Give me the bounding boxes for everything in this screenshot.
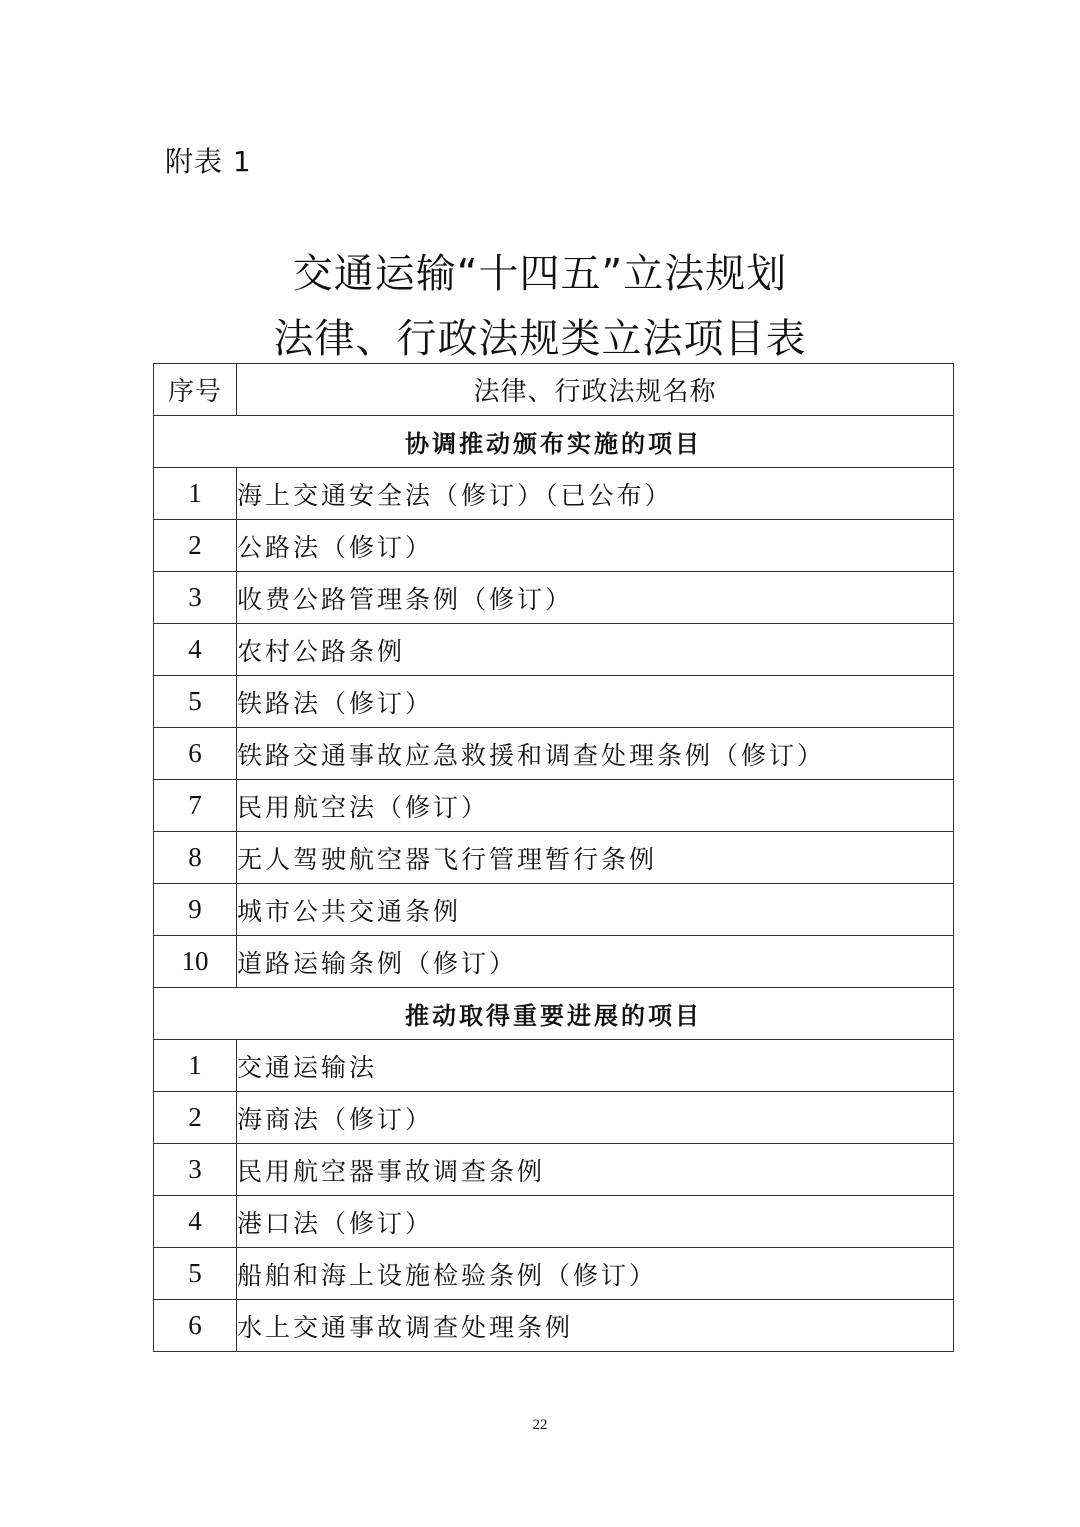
row-index: 7 <box>154 780 237 832</box>
row-name: 交通运输法 <box>237 1040 954 1092</box>
row-index: 1 <box>154 468 237 520</box>
row-name: 城市公共交通条例 <box>237 884 954 936</box>
table-row <box>154 1196 954 1248</box>
row-name: 海上交通安全法（修订）（已公布） <box>237 468 954 520</box>
table-row <box>154 624 954 676</box>
header-index: 序号 <box>154 364 237 416</box>
section-row <box>154 416 954 468</box>
table-row <box>154 832 954 884</box>
table-header-row <box>154 364 954 416</box>
header-name: 法律、行政法规名称 <box>237 364 954 416</box>
table-row <box>154 1040 954 1092</box>
row-index: 8 <box>154 832 237 884</box>
row-name: 收费公路管理条例（修订） <box>237 572 954 624</box>
row-name: 无人驾驶航空器飞行管理暂行条例 <box>237 832 954 884</box>
section-title: 协调推动颁布实施的项目 <box>154 416 954 468</box>
row-index: 3 <box>154 572 237 624</box>
row-index: 5 <box>154 1248 237 1300</box>
row-index: 1 <box>154 1040 237 1092</box>
row-index: 2 <box>154 1092 237 1144</box>
table-row <box>154 520 954 572</box>
row-name: 铁路交通事故应急救援和调查处理条例（修订） <box>237 728 954 780</box>
row-name: 民用航空法（修订） <box>237 780 954 832</box>
law-project-table <box>153 363 954 1352</box>
row-name: 水上交通事故调查处理条例 <box>237 1300 954 1352</box>
appendix-label: 附表 1 <box>165 145 252 178</box>
table-row <box>154 1248 954 1300</box>
row-name: 海商法（修订） <box>237 1092 954 1144</box>
table-row <box>154 884 954 936</box>
page-title-line-1: 交通运输“十四五”立法规划 <box>292 251 788 297</box>
table-row <box>154 728 954 780</box>
table-row <box>154 676 954 728</box>
row-index: 5 <box>154 676 237 728</box>
row-index: 3 <box>154 1144 237 1196</box>
row-name: 道路运输条例（修订） <box>237 936 954 988</box>
row-name: 农村公路条例 <box>237 624 954 676</box>
table-row <box>154 780 954 832</box>
row-index: 10 <box>154 936 237 988</box>
table-row <box>154 572 954 624</box>
row-index: 6 <box>154 728 237 780</box>
row-index: 6 <box>154 1300 237 1352</box>
row-index: 4 <box>154 624 237 676</box>
table-row <box>154 936 954 988</box>
section-row <box>154 988 954 1040</box>
row-index: 4 <box>154 1196 237 1248</box>
page-number: 22 <box>532 1417 548 1433</box>
section-title: 推动取得重要进展的项目 <box>154 988 954 1040</box>
page-title-line-2: 法律、行政法规类立法项目表 <box>273 316 807 362</box>
table-row <box>154 1092 954 1144</box>
table-row <box>154 1300 954 1352</box>
row-index: 9 <box>154 884 237 936</box>
row-index: 2 <box>154 520 237 572</box>
table-row <box>154 1144 954 1196</box>
table-row <box>154 468 954 520</box>
row-name: 铁路法（修订） <box>237 676 954 728</box>
row-name: 民用航空器事故调查条例 <box>237 1144 954 1196</box>
row-name: 港口法（修订） <box>237 1196 954 1248</box>
row-name: 船舶和海上设施检验条例（修订） <box>237 1248 954 1300</box>
row-name: 公路法（修订） <box>237 520 954 572</box>
